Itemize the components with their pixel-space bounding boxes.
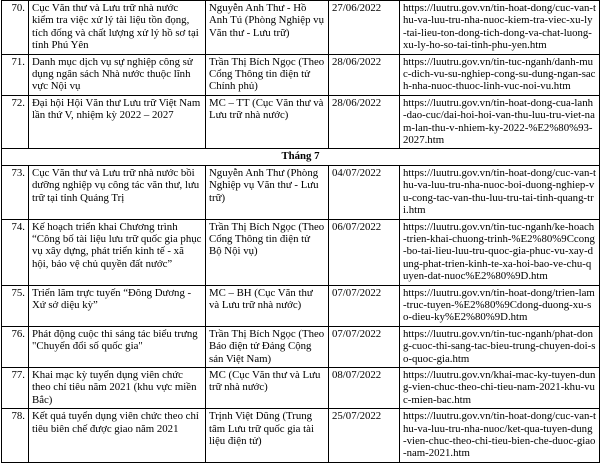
article-author: MC – TT (Cục Văn thư và Lưu trữ nhà nước) xyxy=(206,95,329,149)
section-row xyxy=(2,149,600,165)
publish-date: 28/06/2022 xyxy=(329,54,400,95)
section-heading: Tháng 7 xyxy=(2,149,600,165)
row-number: 72. xyxy=(2,95,29,149)
article-url: https://luutru.gov.vn/tin-hoat-dong-cua-lanh-dao-cuc/dai-hoi-hoi-van-thu-luu-tru-viet-nam-lan-thu-v-nhiem-ky-2022-%E2%80%93-2027.htm xyxy=(400,95,600,149)
article-author: MC – BH (Cục Văn thư và Lưu trữ nhà nước) xyxy=(206,285,329,326)
article-author: Trần Thị Bích Ngọc (Theo Cổng Thông tin điện tử Bộ Nội vụ) xyxy=(206,219,329,285)
article-title: Phát động cuộc thi sáng tác biểu trưng "Chuyển đổi số quốc gia" xyxy=(29,326,206,367)
row-number: 73. xyxy=(2,165,29,219)
table-row xyxy=(2,165,600,219)
article-author: Nguyễn Anh Thư (Phòng Nghiệp vụ Văn thư - Lưu trữ) xyxy=(206,165,329,219)
article-title: Kết quả tuyển dụng viên chức theo chỉ tiêu biên chế được giao năm 2021 xyxy=(29,409,206,463)
table-row xyxy=(2,219,600,285)
article-title: Cục Văn thư và Lưu trữ nhà nước bồi dưỡng nghiệp vụ công tác văn thư, lưu trữ tại tỉnh Quảng Trị xyxy=(29,165,206,219)
table-row xyxy=(2,1,600,55)
publish-date: 07/07/2022 xyxy=(329,285,400,326)
publish-date: 04/07/2022 xyxy=(329,165,400,219)
article-url: https://luutru.gov.vn/khai-mac-ky-tuyen-dung-vien-chuc-theo-chi-tieu-nam-2021-khu-vuc-mien-bac.htm xyxy=(400,367,600,408)
table-section-july xyxy=(2,149,600,165)
article-title: Kế hoạch triển khai Chương trình “Công bố tài liệu lưu trữ quốc gia phục vụ xây dựng, phát triển kinh tế - xã hội, bảo vệ chủ quyền đất nước” xyxy=(29,219,206,285)
article-title: Cục Văn thư và Lưu trữ nhà nước kiểm tra việc xử lý tài liệu tồn đọng, tích đống và chất lượng xử lý hồ sơ tại tỉnh Phú Yên xyxy=(29,1,206,55)
article-title: Khai mạc kỳ tuyển dụng viên chức theo chỉ tiêu năm 2021 (khu vực miền Bắc) xyxy=(29,367,206,408)
article-url: https://luutru.gov.vn/tin-hoat-dong/cuc-van-thu-va-luu-tru-nha-nuoc-boi-duong-nghiep-vu-cong-tac-van-thu-luu-tru-tai-tinh-quang-tri.htm xyxy=(400,165,600,219)
article-url: https://luutru.gov.vn/tin-hoat-dong/cuc-van-thu-va-luu-tru-nha-nuoc/ket-qua-tuyen-dung-vien-chuc-theo-chi-tieu-bien-che-duoc-giao-nam-2021.htm xyxy=(400,409,600,463)
publish-date: 27/06/2022 xyxy=(329,1,400,55)
article-author: Nguyễn Anh Thư - Hồ Anh Tú (Phòng Nghiệp vụ Văn thư - Lưu trữ) xyxy=(206,1,329,55)
article-author: Trần Thị Bích Ngọc (Theo Báo điện tử Đảng Cộng sản Việt Nam) xyxy=(206,326,329,367)
article-title: Đại hội Hội Văn thư Lưu trữ Việt Nam lần thứ V, nhiệm kỳ 2022 – 2027 xyxy=(29,95,206,149)
table-row xyxy=(2,326,600,367)
publish-date: 28/06/2022 xyxy=(329,95,400,149)
row-number: 71. xyxy=(2,54,29,95)
table-row xyxy=(2,54,600,95)
table-row xyxy=(2,409,600,463)
article-url: https://luutru.gov.vn/tin-tuc-nganh/ke-hoach-trien-khai-chuong-trinh-%E2%80%9Ccong-bo-tai-lieu-luu-tru-quoc-gia-phuc-vu-xay-dung-phat-trien-kinh-te-xa-hoi-bao-ve-chu-quyen-dat-nuoc%E2%80%9D.htm xyxy=(400,219,600,285)
row-number: 74. xyxy=(2,219,29,285)
row-number: 76. xyxy=(2,326,29,367)
publish-date: 25/07/2022 xyxy=(329,409,400,463)
table-body-july xyxy=(2,165,600,462)
row-number: 77. xyxy=(2,367,29,408)
row-number: 75. xyxy=(2,285,29,326)
article-url: https://luutru.gov.vn/tin-hoat-dong/cuc-van-thu-va-luu-tru-nha-nuoc-kiem-tra-viec-xu-ly-tai-lieu-ton-dong-tich-dong-va-chat-luong-xu-ly-ho-so-tai-tinh-phu-yen.htm xyxy=(400,1,600,55)
article-author: MC (Cục Văn thư và Lưu trữ nhà nước) xyxy=(206,367,329,408)
publish-date: 08/07/2022 xyxy=(329,367,400,408)
article-author: Trần Thị Bích Ngọc (Theo Cổng Thông tin điện tử Chính phủ) xyxy=(206,54,329,95)
table-row xyxy=(2,367,600,408)
table-body-june xyxy=(2,1,600,149)
article-title: Danh mục dịch vụ sự nghiệp công sử dụng ngân sách Nhà nước thuộc lĩnh vực Nội vụ xyxy=(29,54,206,95)
article-url: https://luutru.gov.vn/tin-tuc-nganh/phat-dong-cuoc-thi-sang-tac-bieu-trung-chuyen-doi-so-quoc-gia.htm xyxy=(400,326,600,367)
article-url: https://luutru.gov.vn/tin-tuc-nganh/danh-muc-dich-vu-su-nghiep-cong-su-dung-ngan-sach-nha-nuoc-thuoc-linh-vuc-noi-vu.htm xyxy=(400,54,600,95)
article-title: Triển lãm trực tuyến “Đông Dương - Xứ sở diệu kỳ” xyxy=(29,285,206,326)
publish-date: 06/07/2022 xyxy=(329,219,400,285)
row-number: 70. xyxy=(2,1,29,55)
table-row xyxy=(2,285,600,326)
article-url: https://luutru.gov.vn/tin-hoat-dong/trien-lam-truc-tuyen-%E2%80%9Cdong-duong-xu-so-dieu-ky%E2%80%9D.htm xyxy=(400,285,600,326)
article-table xyxy=(1,0,600,463)
table-row xyxy=(2,95,600,149)
article-author: Trịnh Việt Dũng (Trung tâm Lưu trữ quốc gia tài liệu điện tử) xyxy=(206,409,329,463)
row-number: 78. xyxy=(2,409,29,463)
publish-date: 07/07/2022 xyxy=(329,326,400,367)
